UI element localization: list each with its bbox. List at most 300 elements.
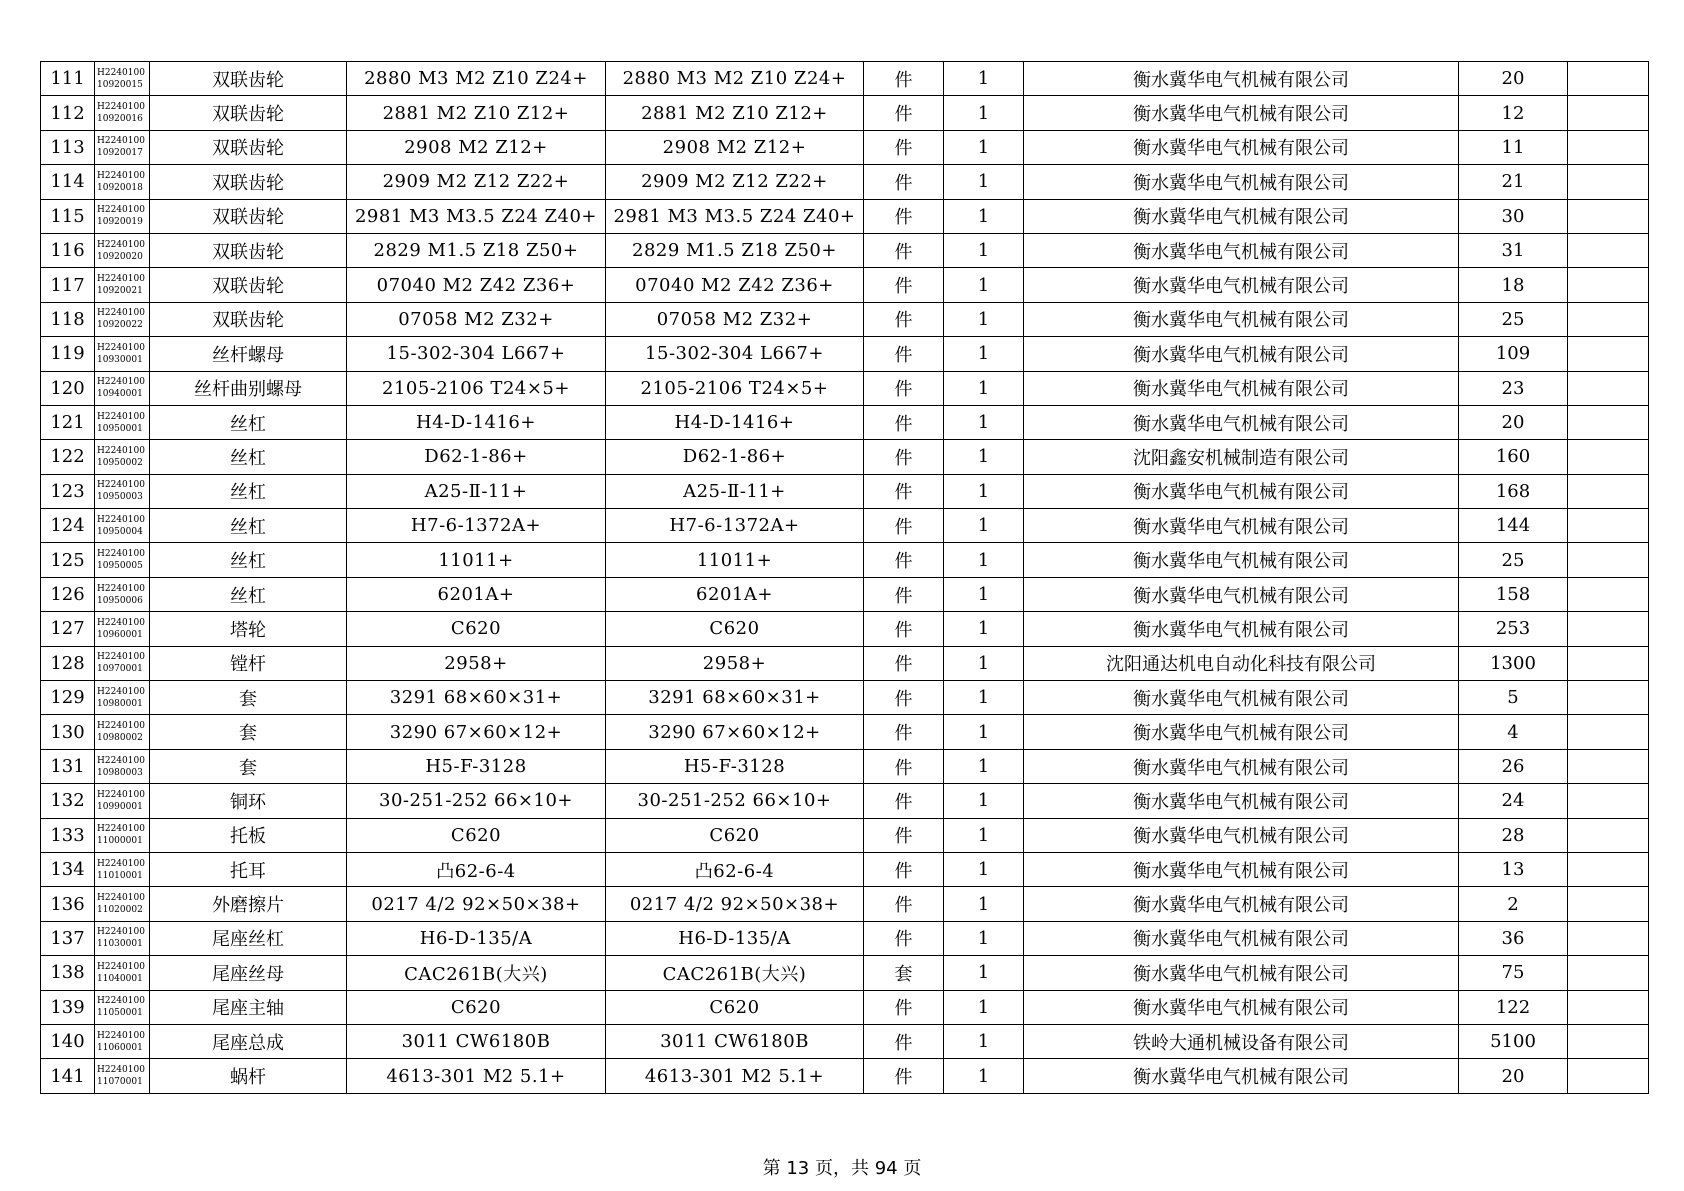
item-code-line-1: H2240100 <box>97 1065 145 1076</box>
part-model-cell: H6-D-135/A <box>606 921 864 955</box>
row-number-cell: 115 <box>41 199 95 233</box>
unit-price-cell: 20 <box>1459 405 1568 439</box>
row-number-cell: 138 <box>41 956 95 990</box>
item-code-line-1: H2240100 <box>97 308 145 319</box>
part-name-cell: 套 <box>150 749 347 783</box>
quantity-cell: 1 <box>944 371 1024 405</box>
supplier-cell: 衡水冀华电气机械有限公司 <box>1024 887 1459 921</box>
row-number-cell: 137 <box>41 921 95 955</box>
unit-cell: 件 <box>864 681 944 715</box>
item-code-line-2: 10920020 <box>97 251 143 262</box>
part-spec-cell: H4-D-1416+ <box>347 405 606 439</box>
unit-price-cell: 144 <box>1459 509 1568 543</box>
footer-middle: 页，共 <box>809 1158 875 1179</box>
row-number-cell: 139 <box>41 990 95 1024</box>
item-code-cell <box>95 233 150 267</box>
table-row <box>41 1059 1649 1093</box>
part-spec-cell: 11011+ <box>347 543 606 577</box>
item-code-line-1: H2240100 <box>97 136 145 147</box>
unit-cell: 件 <box>864 302 944 336</box>
table-row <box>41 852 1649 886</box>
item-code-line-1: H2240100 <box>97 342 145 353</box>
part-model-cell: 0217 4/2 92×50×38+ <box>606 887 864 921</box>
part-spec-cell: 3011 CW6180B <box>347 1024 606 1058</box>
item-code-cell <box>95 474 150 508</box>
part-name-cell: 尾座主轴 <box>150 990 347 1024</box>
unit-cell: 件 <box>864 543 944 577</box>
part-name-cell: 尾座丝母 <box>150 956 347 990</box>
item-code-line-1: H2240100 <box>97 411 145 422</box>
part-name-cell: 托板 <box>150 818 347 852</box>
item-code-line-1: H2240100 <box>97 205 145 216</box>
remark-cell <box>1568 509 1649 543</box>
unit-price-cell: 4 <box>1459 715 1568 749</box>
unit-price-cell: 109 <box>1459 337 1568 371</box>
row-number-cell: 112 <box>41 96 95 130</box>
row-number-cell: 126 <box>41 577 95 611</box>
unit-price-cell: 122 <box>1459 990 1568 1024</box>
part-name-cell: 双联齿轮 <box>150 165 347 199</box>
unit-cell: 件 <box>864 268 944 302</box>
supplier-cell: 衡水冀华电气机械有限公司 <box>1024 405 1459 439</box>
item-code-line-2: 11040001 <box>97 973 143 984</box>
unit-price-cell: 23 <box>1459 371 1568 405</box>
item-code-cell <box>95 749 150 783</box>
supplier-cell: 衡水冀华电气机械有限公司 <box>1024 474 1459 508</box>
table-row <box>41 337 1649 371</box>
part-name-cell: 丝杆螺母 <box>150 337 347 371</box>
supplier-cell: 衡水冀华电气机械有限公司 <box>1024 612 1459 646</box>
part-model-cell: 2881 M2 Z10 Z12+ <box>606 96 864 130</box>
quantity-cell: 1 <box>944 681 1024 715</box>
supplier-cell: 衡水冀华电气机械有限公司 <box>1024 818 1459 852</box>
unit-price-cell: 18 <box>1459 268 1568 302</box>
item-code-line-1: H2240100 <box>97 789 145 800</box>
table-row <box>41 474 1649 508</box>
remark-cell <box>1568 130 1649 164</box>
row-number-cell: 114 <box>41 165 95 199</box>
part-name-cell: 蜗杆 <box>150 1059 347 1093</box>
remark-cell <box>1568 165 1649 199</box>
row-number-cell: 117 <box>41 268 95 302</box>
item-code-line-2: 10970001 <box>97 664 143 675</box>
footer-suffix: 页 <box>897 1158 922 1179</box>
row-number-cell: 119 <box>41 337 95 371</box>
remark-cell <box>1568 1024 1649 1058</box>
table-row <box>41 233 1649 267</box>
item-code-cell <box>95 1024 150 1058</box>
row-number-cell: 116 <box>41 233 95 267</box>
page-footer <box>0 1154 1684 1180</box>
item-code-line-1: H2240100 <box>97 377 145 388</box>
remark-cell <box>1568 681 1649 715</box>
item-code-cell <box>95 887 150 921</box>
part-name-cell: 套 <box>150 681 347 715</box>
table-row <box>41 371 1649 405</box>
remark-cell <box>1568 612 1649 646</box>
quantity-cell: 1 <box>944 509 1024 543</box>
unit-cell: 件 <box>864 646 944 680</box>
unit-price-cell: 158 <box>1459 577 1568 611</box>
remark-cell <box>1568 887 1649 921</box>
unit-price-cell: 168 <box>1459 474 1568 508</box>
unit-price-cell: 5100 <box>1459 1024 1568 1058</box>
part-spec-cell: 2881 M2 Z10 Z12+ <box>347 96 606 130</box>
table-row <box>41 784 1649 818</box>
remark-cell <box>1568 233 1649 267</box>
supplier-cell: 衡水冀华电气机械有限公司 <box>1024 96 1459 130</box>
table-row <box>41 509 1649 543</box>
part-spec-cell: A25-Ⅱ-11+ <box>347 474 606 508</box>
unit-cell: 件 <box>864 612 944 646</box>
row-number-cell: 132 <box>41 784 95 818</box>
unit-price-cell: 75 <box>1459 956 1568 990</box>
supplier-cell: 沈阳通达机电自动化科技有限公司 <box>1024 646 1459 680</box>
quantity-cell: 1 <box>944 1024 1024 1058</box>
quantity-cell: 1 <box>944 337 1024 371</box>
unit-cell: 件 <box>864 1024 944 1058</box>
item-code-line-1: H2240100 <box>97 652 145 663</box>
row-number-cell: 125 <box>41 543 95 577</box>
part-model-cell: 2909 M2 Z12 Z22+ <box>606 165 864 199</box>
supplier-cell: 铁岭大通机械设备有限公司 <box>1024 1024 1459 1058</box>
unit-price-cell: 26 <box>1459 749 1568 783</box>
item-code-cell <box>95 440 150 474</box>
unit-cell: 件 <box>864 371 944 405</box>
unit-price-cell: 25 <box>1459 302 1568 336</box>
item-code-cell <box>95 268 150 302</box>
unit-cell: 件 <box>864 577 944 611</box>
item-code-cell <box>95 405 150 439</box>
part-model-cell: 07040 M2 Z42 Z36+ <box>606 268 864 302</box>
part-model-cell: 3290 67×60×12+ <box>606 715 864 749</box>
item-code-line-1: H2240100 <box>97 239 145 250</box>
remark-cell <box>1568 440 1649 474</box>
part-spec-cell: 30-251-252 66×10+ <box>347 784 606 818</box>
quantity-cell: 1 <box>944 165 1024 199</box>
item-code-line-1: H2240100 <box>97 445 145 456</box>
remark-cell <box>1568 1059 1649 1093</box>
table-row <box>41 646 1649 680</box>
remark-cell <box>1568 268 1649 302</box>
item-code-cell <box>95 852 150 886</box>
row-number-cell: 124 <box>41 509 95 543</box>
item-code-line-2: 10960001 <box>97 629 143 640</box>
table-row <box>41 440 1649 474</box>
unit-price-cell: 1300 <box>1459 646 1568 680</box>
item-code-line-2: 10950002 <box>97 457 143 468</box>
remark-cell <box>1568 749 1649 783</box>
table-row <box>41 577 1649 611</box>
item-code-line-2: 11000001 <box>97 836 143 847</box>
supplier-cell: 衡水冀华电气机械有限公司 <box>1024 956 1459 990</box>
unit-cell: 件 <box>864 96 944 130</box>
part-name-cell: 双联齿轮 <box>150 268 347 302</box>
table-row <box>41 302 1649 336</box>
part-name-cell: 双联齿轮 <box>150 233 347 267</box>
part-spec-cell: 6201A+ <box>347 577 606 611</box>
part-spec-cell: CAC261B(大兴) <box>347 956 606 990</box>
unit-price-cell: 31 <box>1459 233 1568 267</box>
item-code-line-1: H2240100 <box>97 274 145 285</box>
item-code-line-1: H2240100 <box>97 996 145 1007</box>
table-row <box>41 543 1649 577</box>
quantity-cell: 1 <box>944 543 1024 577</box>
part-name-cell: 双联齿轮 <box>150 302 347 336</box>
supplier-cell: 衡水冀华电气机械有限公司 <box>1024 302 1459 336</box>
part-model-cell: 3011 CW6180B <box>606 1024 864 1058</box>
unit-price-cell: 12 <box>1459 96 1568 130</box>
part-spec-cell: 3291 68×60×31+ <box>347 681 606 715</box>
part-model-cell: C620 <box>606 990 864 1024</box>
item-code-line-1: H2240100 <box>97 583 145 594</box>
quantity-cell: 1 <box>944 96 1024 130</box>
remark-cell <box>1568 646 1649 680</box>
unit-price-cell: 253 <box>1459 612 1568 646</box>
item-code-line-2: 11030001 <box>97 939 143 950</box>
quantity-cell: 1 <box>944 268 1024 302</box>
unit-cell: 件 <box>864 715 944 749</box>
table-row <box>41 818 1649 852</box>
unit-cell: 件 <box>864 233 944 267</box>
part-name-cell: 尾座总成 <box>150 1024 347 1058</box>
part-model-cell: 11011+ <box>606 543 864 577</box>
item-code-line-2: 11070001 <box>97 1077 143 1088</box>
remark-cell <box>1568 818 1649 852</box>
remark-cell <box>1568 715 1649 749</box>
part-model-cell: 3291 68×60×31+ <box>606 681 864 715</box>
part-model-cell: 30-251-252 66×10+ <box>606 784 864 818</box>
unit-price-cell: 20 <box>1459 62 1568 96</box>
quantity-cell: 1 <box>944 715 1024 749</box>
unit-cell: 件 <box>864 440 944 474</box>
quantity-cell: 1 <box>944 302 1024 336</box>
item-code-cell <box>95 921 150 955</box>
item-code-cell <box>95 784 150 818</box>
unit-price-cell: 5 <box>1459 681 1568 715</box>
part-spec-cell: 2958+ <box>347 646 606 680</box>
supplier-cell: 衡水冀华电气机械有限公司 <box>1024 543 1459 577</box>
row-number-cell: 131 <box>41 749 95 783</box>
part-model-cell: D62-1-86+ <box>606 440 864 474</box>
part-name-cell: 双联齿轮 <box>150 130 347 164</box>
supplier-cell: 衡水冀华电气机械有限公司 <box>1024 749 1459 783</box>
supplier-cell: 衡水冀华电气机械有限公司 <box>1024 990 1459 1024</box>
item-code-cell <box>95 62 150 96</box>
item-code-line-1: H2240100 <box>97 858 145 869</box>
part-name-cell: 外磨擦片 <box>150 887 347 921</box>
row-number-cell: 122 <box>41 440 95 474</box>
unit-price-cell: 28 <box>1459 818 1568 852</box>
quantity-cell: 1 <box>944 612 1024 646</box>
part-spec-cell: H5-F-3128 <box>347 749 606 783</box>
part-model-cell: 6201A+ <box>606 577 864 611</box>
unit-cell: 件 <box>864 1059 944 1093</box>
unit-price-cell: 13 <box>1459 852 1568 886</box>
part-spec-cell: 15-302-304 L667+ <box>347 337 606 371</box>
item-code-cell <box>95 612 150 646</box>
table-row <box>41 612 1649 646</box>
part-spec-cell: 3290 67×60×12+ <box>347 715 606 749</box>
item-code-line-2: 10980001 <box>97 698 143 709</box>
supplier-cell: 衡水冀华电气机械有限公司 <box>1024 509 1459 543</box>
item-code-line-1: H2240100 <box>97 755 145 766</box>
remark-cell <box>1568 784 1649 818</box>
item-code-line-2: 10980003 <box>97 767 143 778</box>
unit-price-cell: 160 <box>1459 440 1568 474</box>
unit-cell: 件 <box>864 337 944 371</box>
quantity-cell: 1 <box>944 130 1024 164</box>
item-code-line-2: 10950006 <box>97 595 143 606</box>
item-code-line-2: 10980002 <box>97 733 143 744</box>
part-name-cell: 套 <box>150 715 347 749</box>
item-code-line-1: H2240100 <box>97 480 145 491</box>
item-code-line-1: H2240100 <box>97 824 145 835</box>
part-spec-cell: H6-D-135/A <box>347 921 606 955</box>
item-code-line-2: 10920022 <box>97 320 143 331</box>
item-code-line-1: H2240100 <box>97 514 145 525</box>
part-spec-cell: 2105-2106 T24×5+ <box>347 371 606 405</box>
item-code-line-2: 10920016 <box>97 114 143 125</box>
table-row <box>41 165 1649 199</box>
quantity-cell: 1 <box>944 233 1024 267</box>
row-number-cell: 121 <box>41 405 95 439</box>
row-number-cell: 128 <box>41 646 95 680</box>
item-code-line-2: 10920019 <box>97 217 143 228</box>
item-code-line-2: 10950001 <box>97 423 143 434</box>
row-number-cell: 140 <box>41 1024 95 1058</box>
part-model-cell: H5-F-3128 <box>606 749 864 783</box>
unit-price-cell: 20 <box>1459 1059 1568 1093</box>
part-name-cell: 尾座丝杠 <box>150 921 347 955</box>
part-model-cell: 07058 M2 Z32+ <box>606 302 864 336</box>
table-row <box>41 130 1649 164</box>
quantity-cell: 1 <box>944 62 1024 96</box>
footer-prefix: 第 <box>762 1158 787 1179</box>
item-code-line-2: 11020002 <box>97 905 143 916</box>
remark-cell <box>1568 62 1649 96</box>
item-code-cell <box>95 577 150 611</box>
quantity-cell: 1 <box>944 921 1024 955</box>
part-model-cell: 2958+ <box>606 646 864 680</box>
quantity-cell: 1 <box>944 646 1024 680</box>
item-code-cell <box>95 165 150 199</box>
supplier-cell: 沈阳鑫安机械制造有限公司 <box>1024 440 1459 474</box>
row-number-cell: 134 <box>41 852 95 886</box>
unit-cell: 件 <box>864 852 944 886</box>
row-number-cell: 120 <box>41 371 95 405</box>
remark-cell <box>1568 990 1649 1024</box>
row-number-cell: 127 <box>41 612 95 646</box>
item-code-line-2: 11010001 <box>97 870 143 881</box>
table-row <box>41 956 1649 990</box>
supplier-cell: 衡水冀华电气机械有限公司 <box>1024 199 1459 233</box>
quantity-cell: 1 <box>944 199 1024 233</box>
quantity-cell: 1 <box>944 405 1024 439</box>
unit-cell: 件 <box>864 509 944 543</box>
supplier-cell: 衡水冀华电气机械有限公司 <box>1024 784 1459 818</box>
unit-cell: 件 <box>864 921 944 955</box>
remark-cell <box>1568 96 1649 130</box>
item-code-cell <box>95 96 150 130</box>
row-number-cell: 141 <box>41 1059 95 1093</box>
supplier-cell: 衡水冀华电气机械有限公司 <box>1024 130 1459 164</box>
row-number-cell: 133 <box>41 818 95 852</box>
item-code-cell <box>95 302 150 336</box>
remark-cell <box>1568 852 1649 886</box>
item-code-line-2: 10950005 <box>97 561 143 572</box>
supplier-cell: 衡水冀华电气机械有限公司 <box>1024 1059 1459 1093</box>
supplier-cell: 衡水冀华电气机械有限公司 <box>1024 337 1459 371</box>
table-row <box>41 199 1649 233</box>
unit-cell: 件 <box>864 887 944 921</box>
row-number-cell: 118 <box>41 302 95 336</box>
quantity-cell: 1 <box>944 577 1024 611</box>
item-code-line-1: H2240100 <box>97 549 145 560</box>
item-code-cell <box>95 371 150 405</box>
remark-cell <box>1568 474 1649 508</box>
item-code-cell <box>95 337 150 371</box>
row-number-cell: 130 <box>41 715 95 749</box>
part-name-cell: 双联齿轮 <box>150 199 347 233</box>
quantity-cell: 1 <box>944 1059 1024 1093</box>
item-code-line-1: H2240100 <box>97 927 145 938</box>
remark-cell <box>1568 199 1649 233</box>
part-model-cell: 4613-301 M2 5.1+ <box>606 1059 864 1093</box>
item-code-cell <box>95 1059 150 1093</box>
item-code-cell <box>95 199 150 233</box>
part-spec-cell: 2829 M1.5 Z18 Z50+ <box>347 233 606 267</box>
quantity-cell: 1 <box>944 440 1024 474</box>
quantity-cell: 1 <box>944 887 1024 921</box>
unit-price-cell: 24 <box>1459 784 1568 818</box>
part-model-cell: 2829 M1.5 Z18 Z50+ <box>606 233 864 267</box>
part-name-cell: 托耳 <box>150 852 347 886</box>
part-spec-cell: C620 <box>347 818 606 852</box>
table-row <box>41 921 1649 955</box>
unit-cell: 件 <box>864 784 944 818</box>
item-code-line-1: H2240100 <box>97 170 145 181</box>
part-name-cell: 丝杠 <box>150 405 347 439</box>
part-model-cell: 2105-2106 T24×5+ <box>606 371 864 405</box>
part-model-cell: A25-Ⅱ-11+ <box>606 474 864 508</box>
supplier-cell: 衡水冀华电气机械有限公司 <box>1024 681 1459 715</box>
item-code-cell <box>95 646 150 680</box>
unit-cell: 件 <box>864 130 944 164</box>
item-code-line-2: 10920017 <box>97 148 143 159</box>
part-spec-cell: 2908 M2 Z12+ <box>347 130 606 164</box>
unit-price-cell: 36 <box>1459 921 1568 955</box>
item-code-cell <box>95 681 150 715</box>
remark-cell <box>1568 405 1649 439</box>
item-code-cell <box>95 990 150 1024</box>
item-code-line-1: H2240100 <box>97 617 145 628</box>
unit-cell: 件 <box>864 165 944 199</box>
part-model-cell: H4-D-1416+ <box>606 405 864 439</box>
part-spec-cell: D62-1-86+ <box>347 440 606 474</box>
item-code-line-2: 11050001 <box>97 1008 143 1019</box>
item-code-line-1: H2240100 <box>97 67 145 78</box>
current-page-number: 13 <box>786 1158 810 1179</box>
parts-table <box>40 61 1649 1094</box>
unit-cell: 件 <box>864 749 944 783</box>
part-spec-cell: 凸62-6-4 <box>347 852 606 886</box>
unit-price-cell: 21 <box>1459 165 1568 199</box>
part-model-cell: 2908 M2 Z12+ <box>606 130 864 164</box>
item-code-line-2: 10950004 <box>97 526 143 537</box>
part-model-cell: 15-302-304 L667+ <box>606 337 864 371</box>
table-row <box>41 1024 1649 1058</box>
